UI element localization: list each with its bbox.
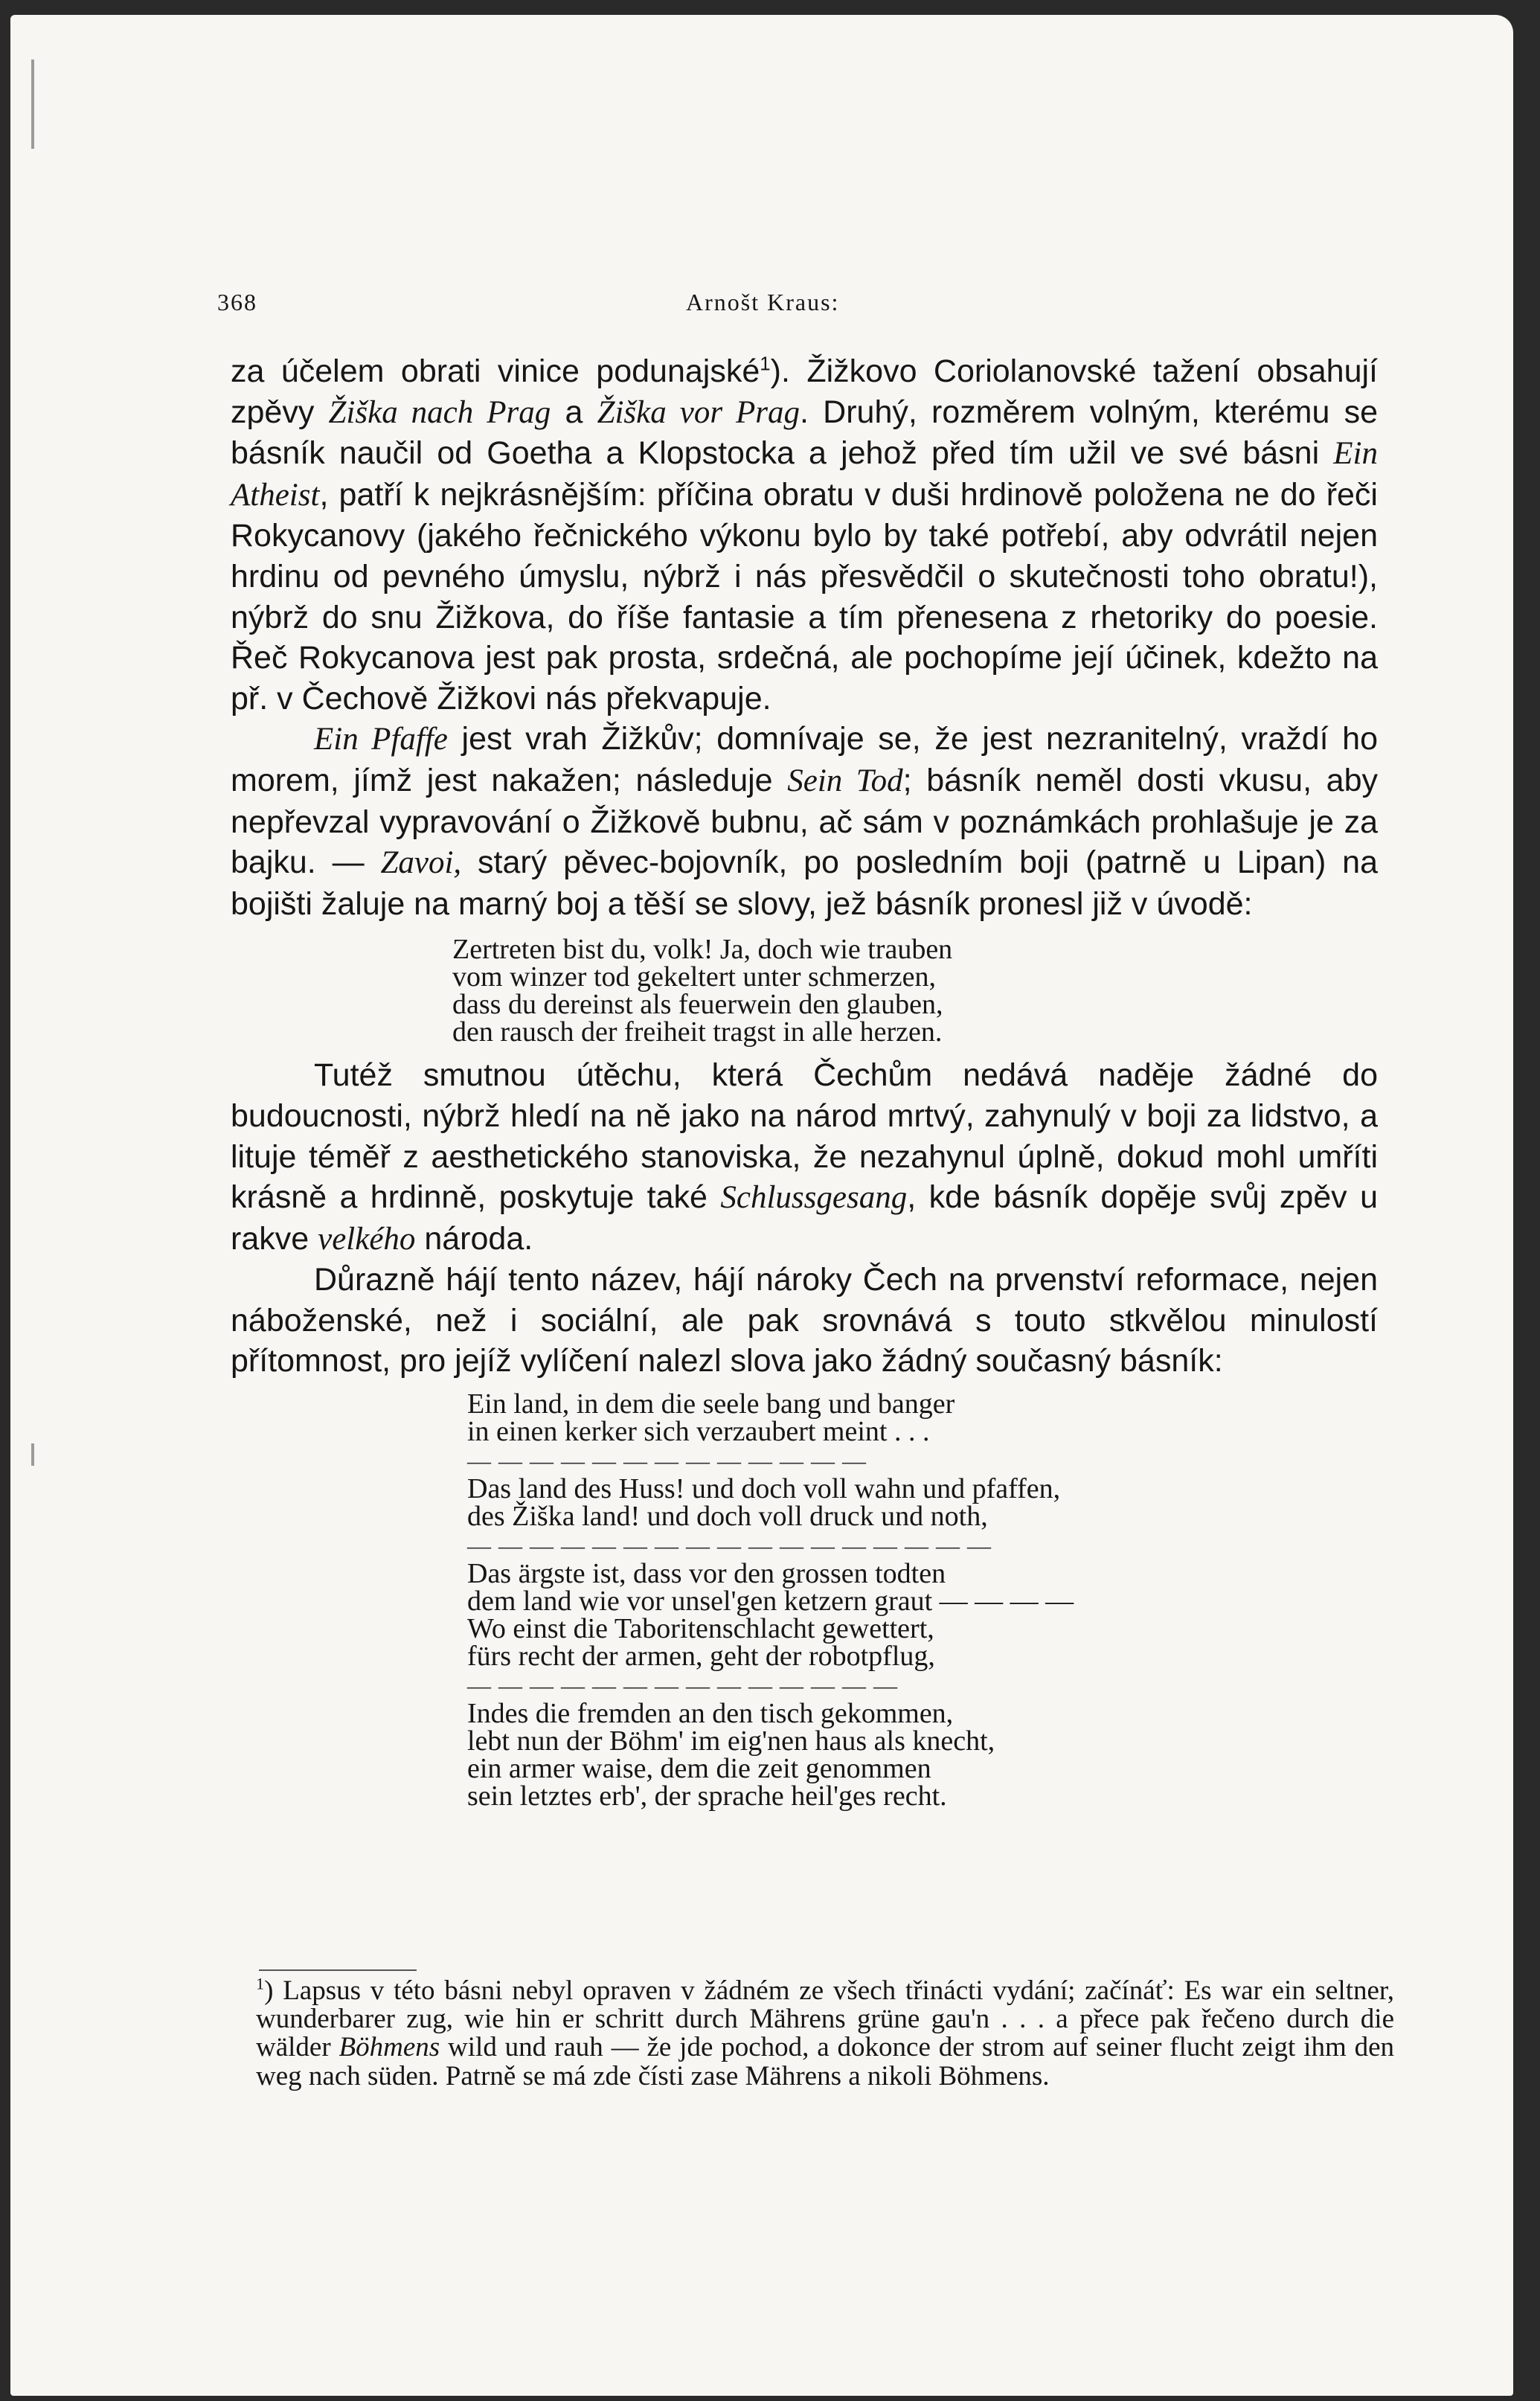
italic-title: Schlussgesang: [720, 1180, 908, 1216]
paragraph: [231, 719, 1378, 924]
text-run: národa.: [415, 1220, 533, 1257]
scan-edge-mark: [31, 60, 34, 149]
footnote-marker: 1: [256, 1974, 265, 1993]
italic-title: Žiška vor Prag: [597, 394, 801, 430]
paragraph: [231, 351, 1378, 719]
verse-line: des Žiška land! und doch voll druck und noth,: [467, 1501, 988, 1533]
verse-line: Das land des Huss! und doch voll wahn und pfaffen,: [467, 1473, 1061, 1505]
text-run: , kde básník dopěje svůj zpěv u rakve: [231, 1179, 1378, 1257]
paragraph: [231, 1055, 1378, 1260]
verse-block: [452, 936, 1378, 1046]
verse-line: Zertreten bist du, volk! Ja, doch wie trauben: [452, 934, 953, 966]
italic-title: Žiška nach Prag: [328, 394, 551, 430]
italic-title: Böhmens: [339, 2032, 440, 2063]
ellipsis-dash-line: — — — — — — — — — — — — — — — — —: [467, 1532, 992, 1559]
text-run: starý pěvec-bojovník, po posledním boji (patrně u Lipan) na bojišti žaluje na marný boj a těší se slovy, jež básník pronesl již v úvodě:: [231, 844, 1379, 922]
verse-line: Das ärgste ist, dass vor den grossen todten: [467, 1558, 946, 1590]
text-run: a: [551, 394, 597, 430]
page-number: 368: [217, 289, 257, 315]
main-text: [231, 351, 1378, 1810]
text-run: wild und rauh — že jde pochod, a dokonce der strom auf seiner flucht zeigt ihm den weg nach süden. Patrně se má zde čísti zase Mährens a nikoli Böhmens.: [256, 2032, 1395, 2091]
verse-block: [467, 1388, 1378, 1812]
text-run: , patří k nejkrásnějším: příčina obratu v duši hrdinově položena ne do řeči Rokycanovy (jakého řečnického výkonu bylo by také potřebí, aby odvrátil nejen hrdinu od pevného úmyslu, nýbrž i nás přesvědčil o skutečnosti toho obratu!), nýbrž do snu Žižkova, do říše fantasie a tím přenesena z rhetoriky do poesie. Řeč Rokycanova jest pak prosta, srdečná, ale pochopíme její účinek, kdežto na př. v Čechově Žižkovi nás překvapuje.: [231, 476, 1378, 717]
verse-line: in einen kerker sich verzaubert meint . . .: [467, 1416, 930, 1448]
footnote: [256, 1974, 1395, 2091]
footnote-rule: [259, 1969, 417, 1971]
verse-line: dem land wie vor unsel'gen ketzern graut — — — —: [467, 1586, 1074, 1618]
footnote-marker: 1: [760, 353, 771, 375]
italic-title: Ein Pfaffe: [314, 722, 448, 757]
verse-line: Indes die fremden an den tisch gekommen,: [467, 1698, 954, 1730]
verse-line: fürs recht der armen, geht der robotpflug,: [467, 1641, 935, 1673]
text-run: ; básník neměl dosti vkusu, aby nepřevzal vypravování o Žižkově bubnu, ač sám v poznámkách prohlašuje je za bajku. —: [231, 762, 1379, 881]
paragraph: [231, 1260, 1378, 1382]
verse-line: ein armer waise, dem die zeit genommen: [467, 1753, 931, 1785]
ellipsis-dash-line: — — — — — — — — — — — — —: [467, 1447, 867, 1475]
verse-line: sein letztes erb', der sprache heil'ges recht.: [467, 1780, 947, 1812]
verse-line: Ein land, in dem die seele bang und banger: [467, 1388, 955, 1420]
italic-title: Ein Atheist: [231, 436, 1378, 513]
italic-title: velkého: [318, 1221, 416, 1257]
text-run: ) Lapsus v této básni nebyl opraven v žádném ze všech třinácti vydání; začínáť: Es war ein seltner, wunderbarer zug, wie hin er schritt durch Mährens grüne gau'n . . . a přece pak řečeno durch die wälder: [256, 1975, 1394, 2063]
verse-line: vom winzer tod gekeltert unter schmerzen,: [452, 961, 936, 993]
text-run: . Druhý, rozměrem volným, kterému se básník naučil od Goetha a Klopstocka a jehož před tím užil ve své básni: [231, 394, 1378, 472]
scan-edge-mark: [31, 1443, 34, 1466]
text-run: Důrazně hájí tento název, hájí nároky Čech na prvenství reformace, nejen náboženské, než i sociální, ale pak srovnává s touto stkvělou minulostí přítomnost, pro jejíž vylíčení nalezl slova jako žádný současný básník:: [231, 1262, 1378, 1379]
book-page: [10, 15, 1513, 2396]
text-run: jest vrah Žižkův; domnívaje se, že jest nezranitelný, vraždí ho morem, jímž jest nakažen; následuje: [231, 721, 1379, 798]
footnote-text: [256, 1974, 1395, 2091]
text-run: ). Žižkovo Coriolanovské tažení obsahují zpěvy: [231, 353, 1378, 430]
verse-line: Wo einst die Taboritenschlacht gewettert,: [467, 1613, 934, 1645]
text-run: za účelem obrati vinice podunajské: [231, 353, 760, 389]
verse-line: dass du dereinst als feuerwein den glauben,: [452, 989, 943, 1021]
italic-title: Zavoi,: [380, 845, 462, 881]
running-head: Arnošt Kraus:: [686, 289, 840, 315]
italic-title: Sein Tod: [787, 763, 903, 798]
ellipsis-dash-line: — — — — — — — — — — — — — —: [467, 1672, 898, 1699]
verse-line: lebt nun der Böhm' im eig'nen haus als knecht,: [467, 1725, 995, 1757]
text-run: Tutéž smutnou útěchu, která Čechům nedává naděje žádné do budoucnosti, nýbrž hledí na ně jako na národ mrtvý, zahynulý v boji za lidstvo, a lituje téměř z aesthetického stanoviska, že nezahynul úplně, dokud mohl umříti krásně a hrdinně, poskytuje také: [231, 1057, 1378, 1216]
verse-line: den rausch der freiheit tragst in alle herzen.: [452, 1016, 943, 1048]
